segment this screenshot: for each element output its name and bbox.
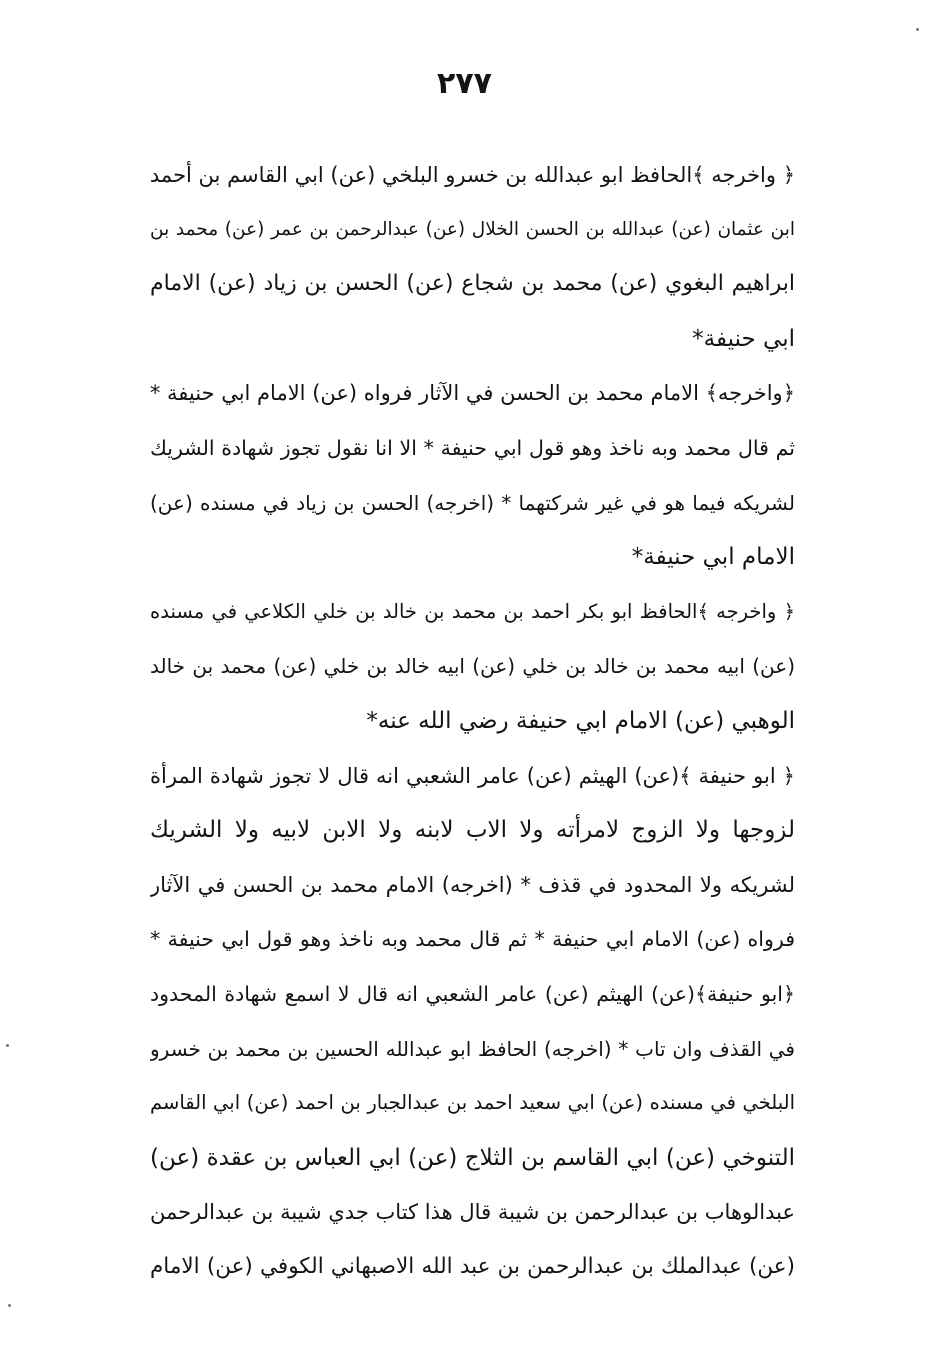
text-line: ﴿ ابو حنيفة ﴾(عن) الهيثم (عن) عامر الشعبي انه قال لا تجوز شهادة المرأة [150, 763, 795, 788]
text-line: ابراهيم البغوي (عن) محمد بن شجاع (عن) الحسن بن زياد (عن) الامام [150, 271, 795, 297]
text-line: (عن) ابيه محمد بن خالد بن خلي (عن) ابيه خالد بن خلي (عن) محمد بن خالد [150, 654, 795, 679]
text-line: ابي حنيفة* [692, 325, 795, 352]
text-line: التنوخي (عن) ابي القاسم بن الثلاج (عن) ابي العباس بن عقدة (عن) [150, 1144, 795, 1171]
text-line: ابن عثمان (عن) عبدالله بن الحسن الخلال (عن) عبدالرحمن بن عمر (عن) محمد بن [150, 218, 795, 240]
scan-speck [8, 1304, 11, 1307]
text-line: ﴿واخرجه﴾ الامام محمد بن الحسن في الآثار فرواه (عن) الامام ابي حنيفة * [150, 381, 795, 406]
page-number: ٢٧٧ [437, 66, 492, 101]
text-line: (عن) عبدالملك بن عبدالرحمن بن عبد الله الاصبهاني الكوفي (عن) الامام [150, 1253, 795, 1279]
body-text [150, 148, 795, 1294]
text-line: ﴿ واخرجه ﴾الحافظ ابو عبدالله بن خسرو البلخي (عن) ابي القاسم بن أحمد [150, 163, 795, 187]
text-line: البلخي في مسنده (عن) ابي سعيد احمد بن عبدالجبار بن احمد (عن) ابي القاسم [150, 1091, 795, 1115]
text-line: لشريكه فيما هو في غير شركتهما * (اخرجه) الحسن بن زياد في مسنده (عن) [150, 490, 795, 515]
text-line: عبدالوهاب بن عبدالرحمن بن شيبة قال هذا كتاب جدي شيبة بن عبدالرحمن [150, 1200, 795, 1225]
text-line: ثم قال محمد وبه ناخذ وهو قول ابي حنيفة * الا انا نقول تجوز شهادة الشريك [150, 435, 795, 460]
text-line: ﴿ واخرجه ﴾الحافظ ابو بكر احمد بن محمد بن خالد بن خلي الكلاعي في مسنده [150, 599, 795, 623]
text-line: لشريكه ولا المحدود في قذف * (اخرجه) الامام محمد بن الحسن في الآثار [150, 872, 795, 897]
scan-speck [6, 1044, 9, 1047]
text-line: الامام ابي حنيفة* [631, 544, 795, 571]
text-line: في القذف وان تاب * (اخرجه) الحافظ ابو عبدالله الحسين بن محمد بن خسرو [150, 1036, 795, 1061]
text-line: ﴿ابو حنيفة﴾(عن) الهيثم (عن) عامر الشعبي انه قال لا اسمع شهادة المحدود [150, 981, 795, 1006]
text-line: الوهبي (عن) الامام ابي حنيفة رضي الله عنه* [366, 707, 795, 734]
text-line: لزوجها ولا الزوج لامرأته ولا الاب لابنه ولا الابن لابيه ولا الشريك [150, 817, 795, 844]
scan-speck [916, 28, 919, 31]
text-line: فرواه (عن) الامام ابي حنيفة * ثم قال محمد وبه ناخذ وهو قول ابي حنيفة * [150, 927, 795, 952]
